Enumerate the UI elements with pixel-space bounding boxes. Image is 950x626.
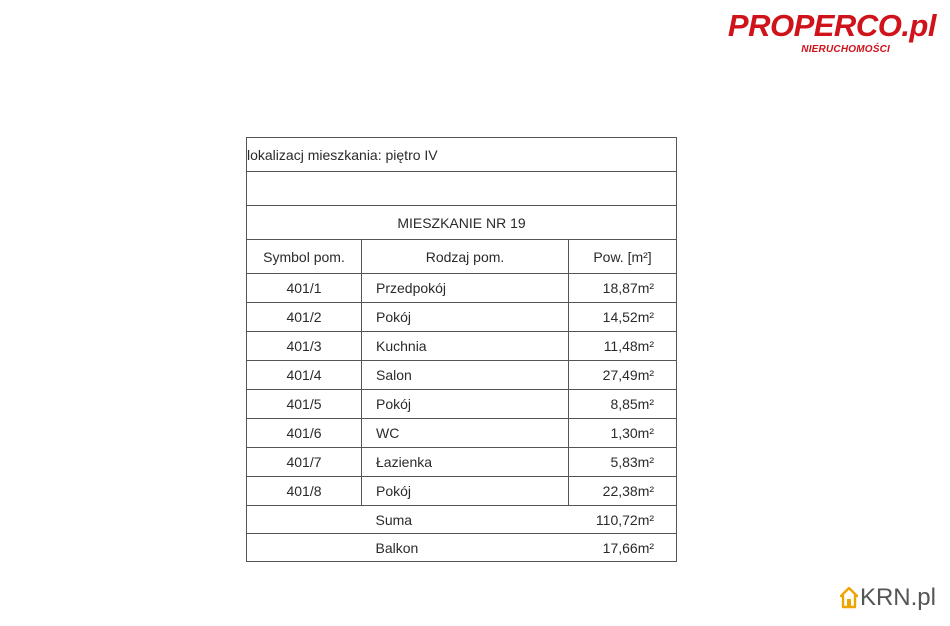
room-symbol: 401/1 (247, 274, 362, 303)
sum-value: 110,72m² (569, 506, 677, 534)
room-area: 11,48m² (569, 332, 677, 361)
room-type: Pokój (362, 303, 569, 332)
room-type: Pokój (362, 390, 569, 419)
balcony-row (247, 534, 677, 562)
room-type: Salon (362, 361, 569, 390)
balcony-spacer (247, 534, 362, 562)
sum-label: Suma (362, 506, 569, 534)
room-symbol: 401/8 (247, 477, 362, 506)
table-row (247, 274, 677, 303)
room-area: 14,52m² (569, 303, 677, 332)
room-symbol: 401/3 (247, 332, 362, 361)
logo-brand: PROPERCO.pl (727, 8, 936, 43)
room-area: 1,30m² (569, 419, 677, 448)
room-area: 22,38m² (569, 477, 677, 506)
header-area: Pow. [m²] (569, 240, 677, 274)
room-area: 8,85m² (569, 390, 677, 419)
room-type: Przedpokój (362, 274, 569, 303)
room-symbol: 401/2 (247, 303, 362, 332)
table-row (247, 332, 677, 361)
room-symbol: 401/6 (247, 419, 362, 448)
room-symbol: 401/5 (247, 390, 362, 419)
header-type: Rodzaj pom. (362, 240, 569, 274)
sum-spacer (247, 506, 362, 534)
room-area: 18,87m² (569, 274, 677, 303)
krn-watermark (840, 584, 936, 612)
table-row (247, 419, 677, 448)
table-row (247, 390, 677, 419)
balcony-value: 17,66m² (569, 534, 677, 562)
location-row (247, 138, 677, 172)
house-icon (840, 587, 858, 609)
table-row (247, 303, 677, 332)
room-area: 5,83m² (569, 448, 677, 477)
table-row (247, 448, 677, 477)
apartment-room-table (246, 137, 677, 562)
properco-logo (728, 10, 936, 55)
room-type: WC (362, 419, 569, 448)
apartment-title: MIESZKANIE NR 19 (247, 206, 677, 240)
title-row (247, 206, 677, 240)
blank-row (247, 172, 677, 206)
table-row (247, 361, 677, 390)
header-row (247, 240, 677, 274)
sum-row (247, 506, 677, 534)
room-type: Kuchnia (362, 332, 569, 361)
room-type: Pokój (362, 477, 569, 506)
room-type: Łazienka (362, 448, 569, 477)
table-row (247, 477, 677, 506)
room-symbol: 401/7 (247, 448, 362, 477)
krn-text: KRN.pl (859, 584, 936, 611)
room-symbol: 401/4 (247, 361, 362, 390)
blank-cell (247, 172, 677, 206)
location-cell: lokalizacj mieszkania: piętro IV (247, 138, 677, 172)
room-area: 27,49m² (569, 361, 677, 390)
logo-subtitle: NIERUCHOMOŚCI (801, 44, 890, 55)
header-symbol: Symbol pom. (247, 240, 362, 274)
balcony-label: Balkon (362, 534, 569, 562)
